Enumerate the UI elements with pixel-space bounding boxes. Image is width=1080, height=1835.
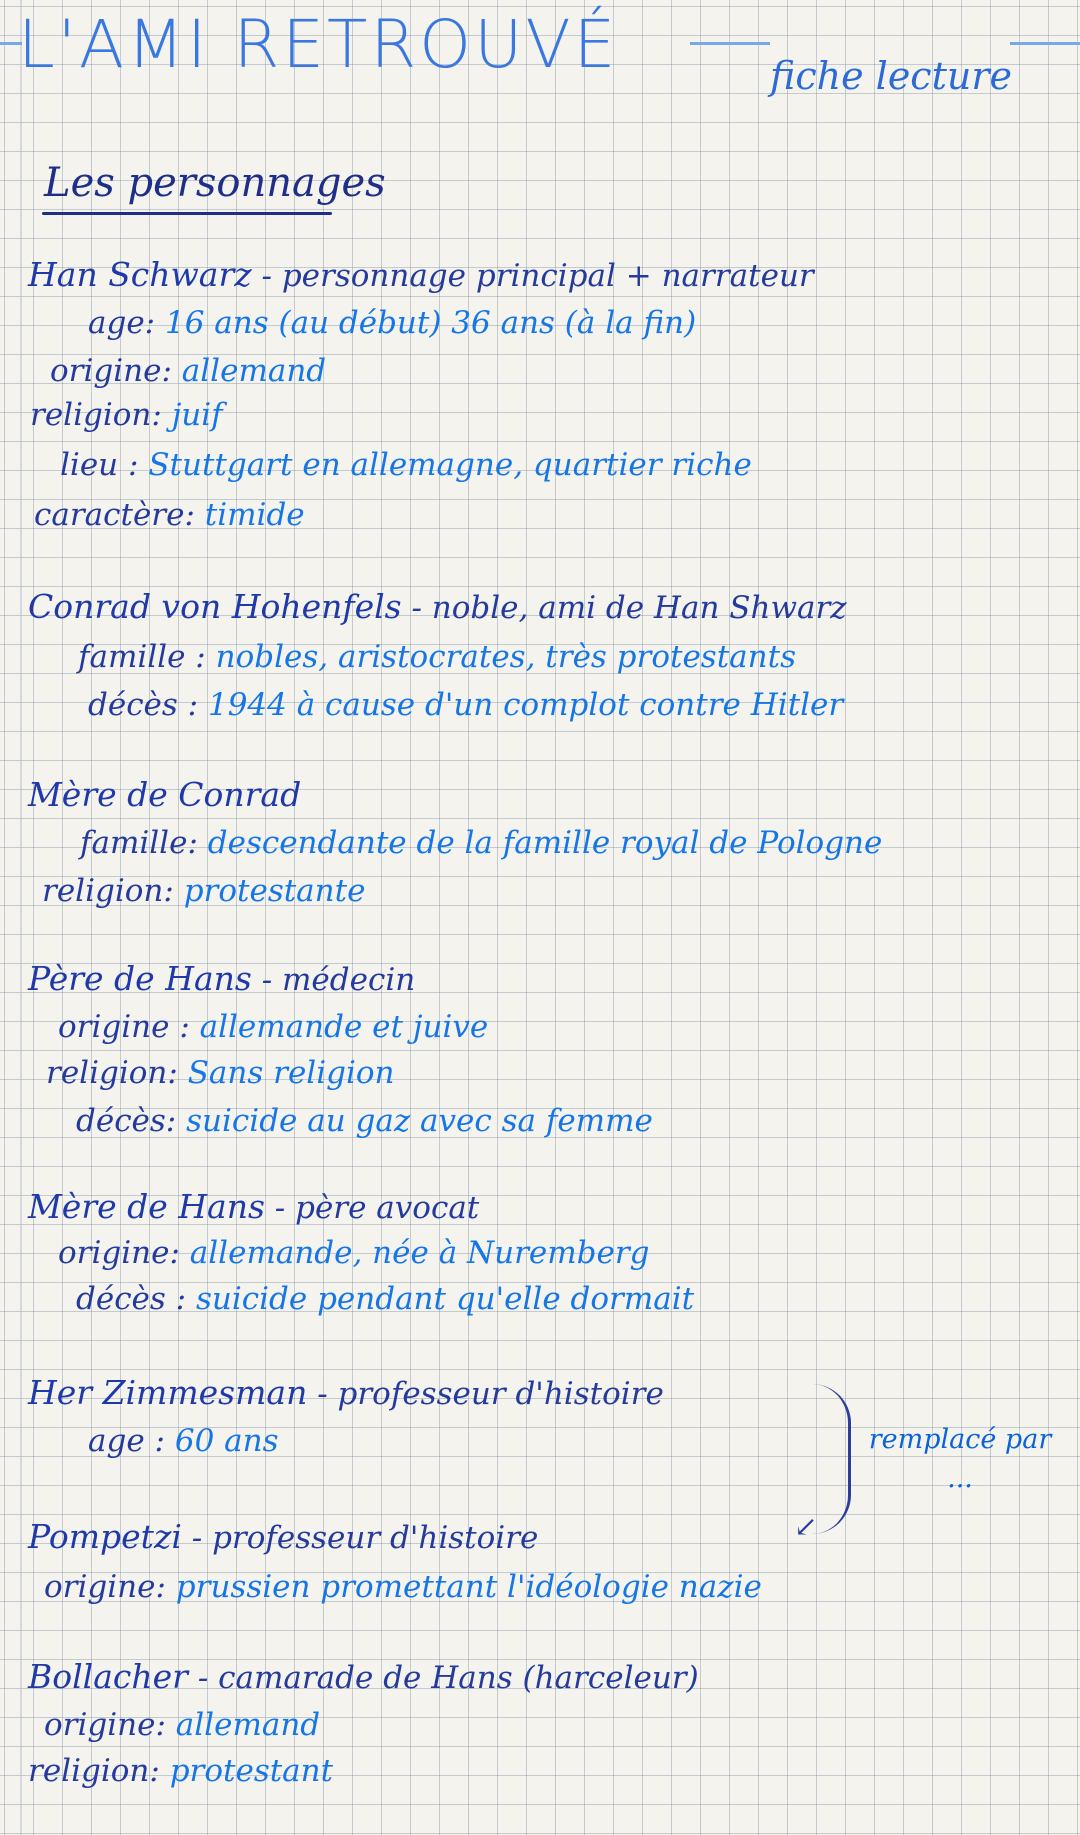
hans-age-label: age: [88,305,156,341]
bollacher-role: - camarade de Hans (harceleur) [197,1660,699,1696]
hans-age-row [88,305,697,341]
pompetzi-origine-value: prussien promettant l'idéologie nazie [175,1569,762,1605]
zimmermann-age-label: age : [88,1423,165,1459]
page-title: L'AMI RETROUVÉ [18,6,619,83]
mere-hans-origine-row [58,1235,650,1271]
pere-hans-deces-row [76,1103,653,1139]
conrad-famille-value: nobles, aristocrates, très protestants [215,639,796,675]
mere-hans-header [28,1187,480,1226]
mere-conrad-famille-row [80,825,883,861]
conrad-famille-row [78,639,796,675]
pere-hans-origine-label: origine : [58,1009,190,1045]
heading-underline [42,212,332,215]
bollacher-religion-value: protestant [169,1753,334,1789]
bollacher-header [28,1657,699,1696]
zimmermann-name: Her Zimmesman [28,1373,308,1412]
hans-age-value: 16 ans (au début) 36 ans (à la fin) [164,305,697,341]
mere-hans-name: Mère de Hans [28,1187,265,1226]
replacement-bracket [812,1384,851,1534]
hans-caractere-row [34,497,305,533]
bollacher-origine-label: origine: [44,1707,166,1743]
hans-origine-value: allemand [181,353,327,389]
hans-lieu-value: Stuttgart en allemagne, quartier riche [148,447,752,483]
pere-hans-religion-row [46,1055,395,1091]
pere-hans-religion-value: Sans religion [187,1055,395,1091]
pere-hans-deces-label: décès: [76,1103,177,1139]
mere-hans-origine-label: origine: [58,1235,180,1271]
page-subtitle: fiche lecture [770,54,1012,98]
hans-religion-label: religion: [30,397,162,433]
hans-caractere-label: caractère: [34,497,195,533]
pere-hans-origine-value: allemande et juive [199,1009,489,1045]
pere-hans-deces-value: suicide au gaz avec sa femme [186,1103,653,1139]
section-heading: Les personnages [44,160,386,206]
conrad-role: - noble, ami de Han Shwarz [411,590,847,626]
zimmermann-age-value: 60 ans [174,1423,279,1459]
mere-conrad-header [28,775,302,814]
conrad-name: Conrad von Hohenfels [28,587,402,626]
conrad-header [28,587,847,626]
conrad-famille-label: famille : [78,639,206,675]
page-margin-line [20,0,22,1835]
pompetzi-header [28,1517,539,1556]
hans-lieu-label: lieu : [60,447,139,483]
pompetzi-origine-row [44,1569,762,1605]
pere-hans-header [28,959,416,998]
conrad-deces-row [88,687,844,723]
bollacher-religion-row [28,1753,334,1789]
conrad-deces-value: 1944 à cause d'un complot contre Hitler [207,687,844,723]
bollacher-origine-value: allemand [175,1707,321,1743]
pompetzi-role: - professeur d'histoire [191,1520,539,1556]
bollacher-religion-label: religion: [28,1753,160,1789]
bollacher-name: Bollacher [28,1657,188,1696]
hans-origine-row [50,353,327,389]
mere-conrad-name: Mère de Conrad [28,775,302,814]
mere-conrad-religion-row [42,873,366,909]
pompetzi-name: Pompetzi [28,1517,182,1556]
hans-caractere-value: timide [204,497,305,533]
hans-name: Han Schwarz [28,255,252,294]
hans-role: - personnage principal + narrateur [261,258,814,294]
hans-religion-value: juif [171,397,223,433]
pere-hans-origine-row [58,1009,489,1045]
replacement-arrow-icon: ↙ [794,1510,818,1543]
zimmermann-age-row [88,1423,279,1459]
conrad-deces-label: décès : [88,687,199,723]
mere-conrad-famille-label: famille: [80,825,198,861]
bollacher-origine-row [44,1707,321,1743]
mere-hans-deces-value: suicide pendant qu'elle dormait [195,1281,695,1317]
mere-hans-role: - père avocat [274,1190,480,1226]
zimmermann-role: - professeur d'histoire [317,1376,664,1412]
pere-hans-role: - médecin [261,962,416,998]
mere-conrad-religion-value: protestante [183,873,366,909]
pere-hans-name: Père de Hans [28,959,252,998]
mere-hans-origine-value: allemande, née à Nuremberg [189,1235,650,1271]
zimmermann-note: remplacé par ... [868,1424,1052,1495]
hans-lieu-row [60,447,752,483]
hans-origine-label: origine: [50,353,172,389]
zimmermann-header [28,1373,664,1412]
hans-header [28,255,814,294]
mere-conrad-religion-label: religion: [42,873,174,909]
pompetzi-origine-label: origine: [44,1569,166,1605]
mere-conrad-famille-value: descendante de la famille royal de Pologne [207,825,883,861]
mere-hans-deces-row [76,1281,695,1317]
hans-religion-row [30,397,223,433]
mere-hans-deces-label: décès : [76,1281,187,1317]
pere-hans-religion-label: religion: [46,1055,178,1091]
